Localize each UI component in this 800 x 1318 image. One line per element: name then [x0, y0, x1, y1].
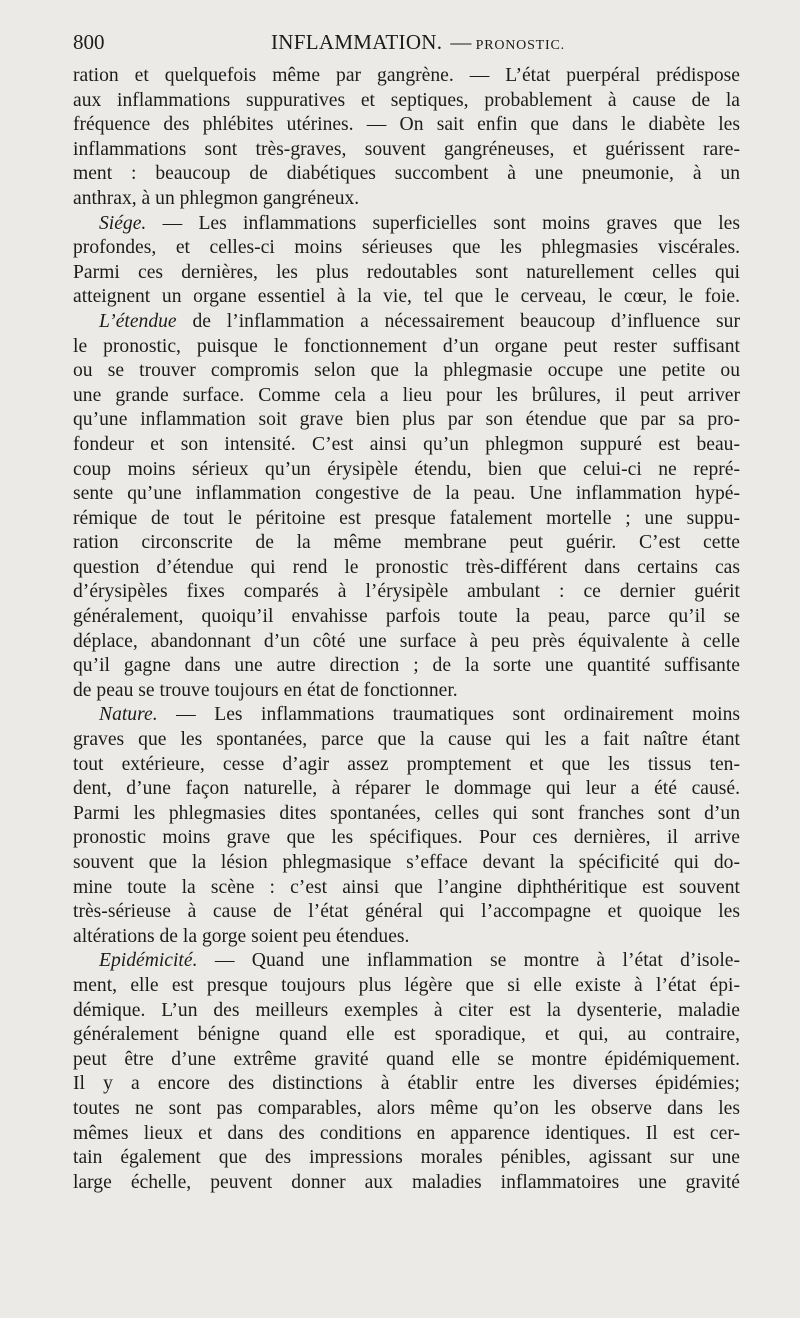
section-subtitle: PRONOSTIC. — [475, 38, 565, 53]
line-text: rémique de tout le péritoine est presque fatalement mortelle ; une suppu- — [73, 507, 740, 529]
text-line — [73, 507, 740, 532]
text-line — [73, 408, 740, 433]
line-text: large échelle, peuvent donner aux maladies inflammatoires une gravité — [73, 1171, 740, 1193]
line-text: pronostic moins grave que les spécifiques. Pour ces dernières, il arrive — [73, 827, 740, 849]
text-line — [73, 458, 740, 483]
text-line — [73, 1072, 740, 1097]
text-line — [73, 482, 740, 507]
text-line — [73, 753, 740, 778]
line-text: tout extérieure, cesse d’agir assez promptement et que les tissus ten- — [73, 753, 740, 775]
text-line — [73, 310, 740, 335]
line-text: généralement bénigne quand elle est sporadique, et qui, au contraire, — [73, 1024, 740, 1046]
line-text: atteignent un organe essentiel à la vie, tel que le cerveau, le cœur, le foie. — [73, 286, 740, 308]
text-line — [73, 605, 740, 630]
text-line — [73, 826, 740, 851]
line-text: le pronostic, puisque le fonctionnement d’un organe peut rester suffisant — [73, 335, 740, 357]
line-text: coup moins sérieux qu’un érysipèle étendu, bien que celui-ci ne repré- — [73, 458, 740, 480]
line-text: Parmi ces dernières, les plus redoutables sont naturellement celles qui — [73, 261, 740, 283]
text-line — [73, 900, 740, 925]
text-line — [73, 384, 740, 409]
line-text: dent, d’une façon naturelle, à réparer le dommage qui leur a été causé. — [73, 778, 740, 800]
line-text: fréquence des phlébites utérines. — On sait enfin que dans le diabète les — [73, 114, 740, 136]
line-text: sente qu’une inflammation congestive de la peau. Une inflammation hypé- — [73, 483, 740, 505]
text-line — [73, 64, 740, 89]
text-line — [73, 113, 740, 138]
text-line — [73, 556, 740, 581]
line-text: — Quand une inflammation se montre à l’état d’isole- — [197, 950, 740, 972]
line-text: profondes, et celles-ci moins sérieuses que les phlegmasies viscérales. — [73, 237, 740, 259]
text-line — [73, 802, 740, 827]
text-line — [73, 1171, 740, 1196]
line-text: Parmi les phlegmasies dites spontanées, celles qui sont franches sont d’un — [73, 802, 740, 824]
paragraph-lead: Epidémicité. — [99, 950, 198, 972]
running-head-title — [271, 28, 565, 60]
line-text: qu’il gagne dans une autre direction ; de la sorte une quantité suffisante — [73, 655, 740, 677]
line-text: ou se trouver compromis selon que la phlegmasie occupe une petite ou — [73, 360, 740, 382]
line-text: de l’inflammation a nécessairement beaucoup d’influence sur — [176, 310, 740, 332]
line-text: d’érysipèles fixes comparés à l’érysipèle ambulant : ce dernier guérit — [73, 581, 740, 603]
line-text: mine toute la scène : c’est ainsi que l’angine diphthéritique est souvent — [73, 876, 740, 898]
text-line — [73, 925, 740, 950]
line-text: graves que les spontanées, parce que la cause qui les a fait naître étant — [73, 729, 740, 751]
line-text: toutes ne sont pas comparables, alors même qu’on les observe dans les — [73, 1097, 740, 1119]
line-text: ration et quelquefois même par gangrène. — L’état puerpéral prédispose — [73, 65, 740, 86]
text-line — [73, 654, 740, 679]
line-text: tain également que des impressions morales pénibles, agissant sur une — [73, 1147, 740, 1169]
text-line — [73, 974, 740, 999]
line-text: anthrax, à un phlegmon gangréneux. — [73, 187, 360, 209]
text-line — [73, 236, 740, 261]
page-number: 800 — [73, 30, 105, 54]
line-text: mêmes lieux et dans des conditions en apparence identiques. Il est cer- — [73, 1122, 740, 1144]
text-line — [73, 138, 740, 163]
line-text: Il y a encore des distinctions à établir entre les diverses épidémies; — [73, 1073, 740, 1095]
text-line — [73, 433, 740, 458]
line-text: inflammations sont très-graves, souvent gangréneuses, et guérissent rare- — [73, 138, 740, 160]
running-header — [73, 28, 745, 56]
text-line — [73, 261, 740, 286]
line-text: altérations de la gorge soient peu étendues. — [73, 925, 410, 947]
line-text: aux inflammations suppuratives et septiques, probablement à cause de la — [73, 89, 740, 111]
text-line — [73, 999, 740, 1024]
text-line — [73, 1146, 740, 1171]
text-line — [73, 1097, 740, 1122]
line-text: souvent que la lésion phlegmasique s’efface devant la spécificité qui do- — [73, 852, 740, 873]
line-text: question d’étendue qui rend le pronostic très-différent dans certains cas — [73, 556, 740, 578]
text-line — [73, 162, 740, 187]
text-line — [73, 1023, 740, 1048]
line-text: déplace, abandonnant d’un côté une surface à peu près équivalente à celle — [73, 630, 740, 652]
text-line — [73, 1122, 740, 1147]
chapter-title: INFLAMMATION. — [271, 30, 443, 54]
text-line — [73, 703, 740, 728]
line-text: qu’une inflammation soit grave bien plus par son étendue que par sa pro- — [73, 409, 740, 431]
text-line — [73, 777, 740, 802]
line-text: très-sérieuse à cause de l’état général qui l’accompagne et quoique les — [73, 901, 740, 923]
text-line — [73, 531, 740, 556]
paragraph-lead: Siége. — [99, 212, 147, 234]
line-text: — Les inflammations superficielles sont moins graves que les — [146, 212, 740, 234]
paragraph-lead: L’étendue — [99, 310, 177, 332]
line-text: ment : beaucoup de diabétiques succombent à une pneumonie, à un — [73, 163, 740, 185]
paragraph-lead: Nature. — [99, 704, 158, 726]
line-text: — Les inflammations traumatiques sont ordinairement moins — [157, 704, 740, 726]
text-line — [73, 679, 740, 704]
text-line — [73, 949, 740, 974]
text-line — [73, 187, 740, 212]
header-dash: — — [450, 30, 472, 54]
line-text: peut être d’une extrême gravité quand elle se montre épidémiquement. — [73, 1048, 740, 1070]
text-line — [73, 212, 740, 237]
text-line — [73, 876, 740, 901]
text-line — [73, 580, 740, 605]
text-line — [73, 630, 740, 655]
line-text: une grande surface. Comme cela a lieu pour les brûlures, il peut arriver — [73, 384, 740, 406]
text-line — [73, 359, 740, 384]
text-line — [73, 335, 740, 360]
line-text: généralement, quoiqu’il envahisse parfois toute la peau, parce qu’il se — [73, 606, 740, 628]
text-line — [73, 285, 740, 310]
line-text: ment, elle est presque toujours plus légère que si elle existe à l’état épi- — [73, 974, 740, 996]
text-line — [73, 851, 740, 876]
body-text — [73, 64, 740, 1195]
text-line — [73, 728, 740, 753]
line-text: de peau se trouve toujours en état de fonctionner. — [73, 679, 458, 701]
line-text: démique. L’un des meilleurs exemples à citer est la dysenterie, maladie — [73, 999, 740, 1021]
line-text: ration circonscrite de la même membrane peut guérir. C’est cette — [73, 532, 740, 554]
text-line — [73, 1048, 740, 1073]
text-line — [73, 89, 740, 114]
line-text: fondeur et son intensité. C’est ainsi qu’un phlegmon suppuré est beau- — [73, 433, 740, 455]
